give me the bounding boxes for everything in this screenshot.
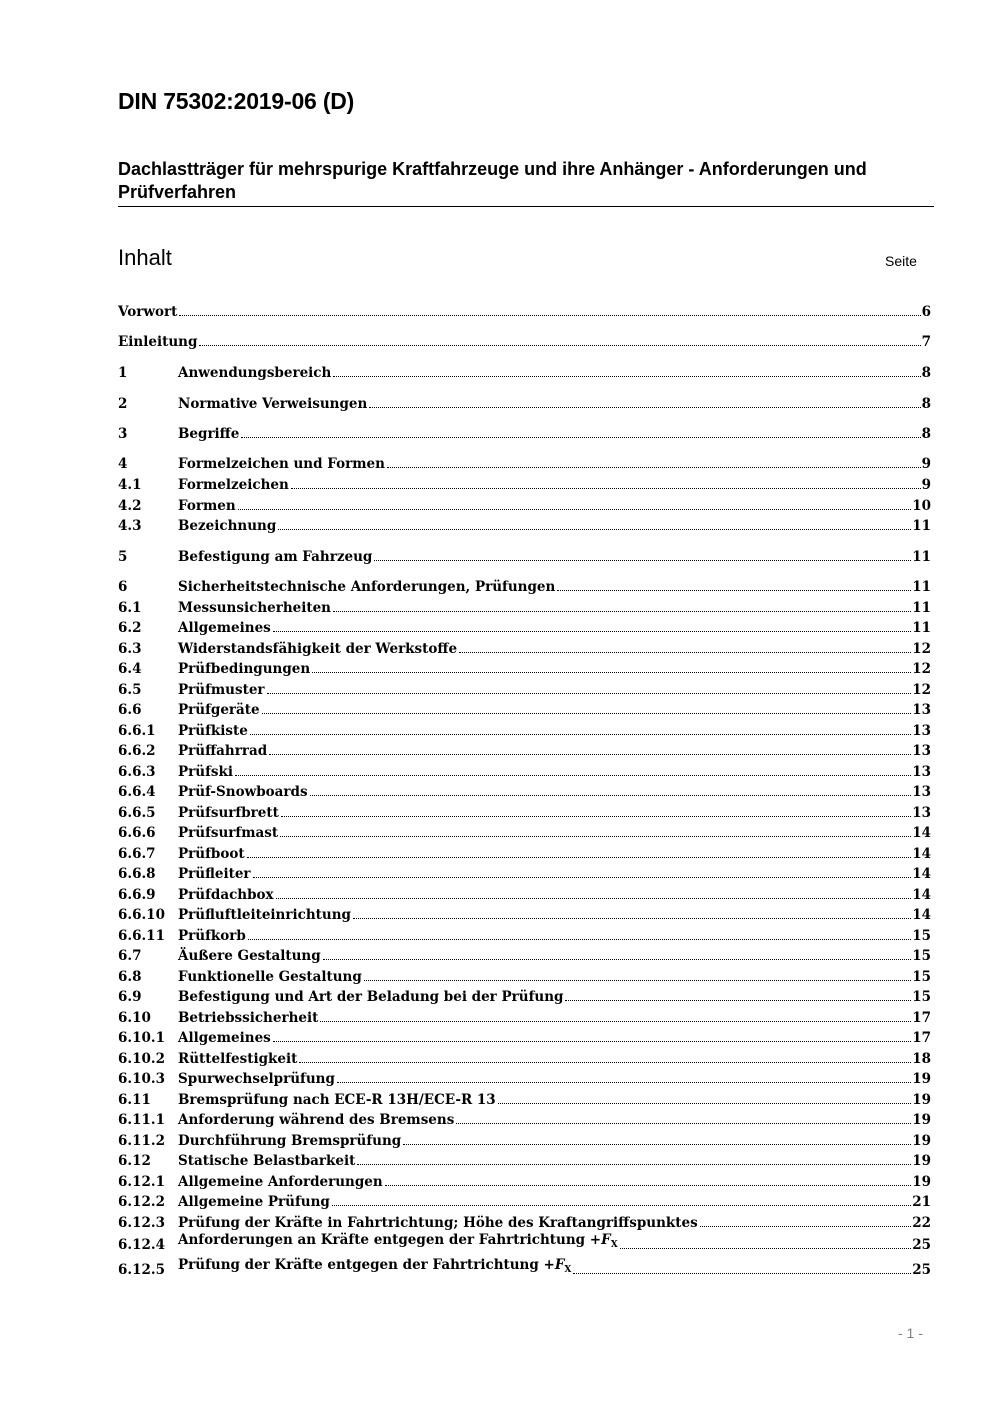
toc-entry[interactable] — [118, 1049, 931, 1067]
document-id: DIN 75302:2019-06 (D) — [118, 88, 355, 114]
toc-entry-number: 6.5 — [118, 682, 142, 698]
toc-entry[interactable] — [118, 1192, 931, 1210]
toc-dot-leader — [353, 918, 911, 919]
toc-entry-title-text: Befestigung und Art der Beladung bei der Prüfung — [178, 989, 564, 1005]
toc-entry-page: 13 — [912, 764, 931, 780]
toc-entry-page: 13 — [912, 702, 931, 718]
toc-entry-number: 6.6.6 — [118, 825, 156, 841]
toc-entry-title — [178, 518, 276, 534]
toc-entry[interactable] — [118, 926, 931, 944]
toc-entry-page: 25 — [912, 1237, 931, 1253]
toc-dot-leader — [333, 611, 911, 612]
toc-entry[interactable] — [118, 577, 931, 595]
toc-entry[interactable] — [118, 1090, 931, 1108]
toc-entry-title — [118, 304, 177, 320]
toc-entry-title-text: Begriffe — [178, 426, 240, 442]
toc-entry[interactable] — [118, 496, 931, 514]
toc-entry-number: 6.6.1 — [118, 723, 156, 739]
toc-entry[interactable] — [118, 1008, 931, 1026]
toc-entry[interactable] — [118, 844, 931, 862]
toc-dot-leader — [276, 898, 912, 899]
toc-dot-leader — [273, 1041, 911, 1042]
toc-dot-leader — [565, 1000, 911, 1001]
toc-entry-title — [178, 1257, 571, 1278]
toc-entry-number: 6.1 — [118, 600, 142, 616]
title-divider — [118, 206, 934, 207]
toc-entry-number: 6.11 — [118, 1092, 151, 1108]
toc-page-label: Seite — [885, 253, 917, 269]
toc-entry-number: 6 — [118, 579, 128, 595]
toc-dot-leader — [700, 1226, 912, 1227]
toc-entry-number: 6.10.2 — [118, 1051, 165, 1067]
toc-entry-title-text: Durchführung Bremsprüfung — [178, 1133, 402, 1149]
toc-entry-title — [178, 743, 267, 759]
toc-entry-number: 6.6.9 — [118, 887, 156, 903]
toc-entry-page: 15 — [912, 928, 931, 944]
toc-entry-title — [178, 682, 265, 698]
toc-dot-leader — [323, 959, 912, 960]
toc-entry-number: 6.10.3 — [118, 1071, 165, 1087]
toc-entry[interactable] — [118, 823, 931, 841]
toc-entry-title-text: Prüfboot — [178, 846, 245, 862]
toc-entry-title-text: Befestigung am Fahrzeug — [178, 549, 373, 565]
toc-dot-leader — [320, 1021, 911, 1022]
toc-entry[interactable] — [118, 547, 931, 565]
toc-entry-page: 19 — [912, 1071, 931, 1087]
toc-entry[interactable] — [118, 1151, 931, 1169]
toc-entry[interactable] — [118, 885, 931, 903]
toc-entry[interactable] — [118, 803, 931, 821]
toc-dot-leader — [357, 1164, 911, 1165]
toc-entry-number: 6.6.3 — [118, 764, 156, 780]
toc-entry[interactable] — [118, 618, 931, 636]
toc-entry-title-text: Formelzeichen und Formen — [178, 456, 385, 472]
toc-entry-number: 6.6.4 — [118, 784, 156, 800]
toc-entry-number: 6.6.2 — [118, 743, 156, 759]
toc-entry-title — [178, 989, 563, 1005]
toc-entry-title-text: Anforderungen an Kräfte entgegen der Fahrtrichtung + — [178, 1232, 602, 1248]
toc-entry[interactable] — [118, 782, 931, 800]
toc-entry-number: 6.11.2 — [118, 1133, 165, 1149]
toc-entry-page: 11 — [912, 579, 931, 595]
toc-entry-page: 13 — [912, 723, 931, 739]
toc-dot-leader — [369, 407, 920, 408]
toc-entry-number: 6.8 — [118, 969, 142, 985]
toc-entry-number: 6.12 — [118, 1153, 151, 1169]
toc-entry-page: 17 — [912, 1030, 931, 1046]
toc-entry-page: 12 — [912, 641, 931, 657]
toc-entry-page: 13 — [912, 805, 931, 821]
toc-entry-title-text: Prüfkorb — [178, 928, 246, 944]
toc-dot-leader — [253, 877, 912, 878]
toc-dot-leader — [179, 315, 920, 316]
toc-dot-leader — [459, 652, 911, 653]
toc-entry-title-text: Prüfkiste — [178, 723, 248, 739]
toc-entry-title-text: Prüfsurfbrett — [178, 805, 279, 821]
toc-dot-leader — [620, 1248, 912, 1249]
toc-entry-title-text: Sicherheitstechnische Anforderungen, Prüfungen — [178, 579, 556, 595]
toc-entry-title-text: Prüfski — [178, 764, 233, 780]
toc-entry-title-text: Allgemeine Prüfung — [178, 1194, 330, 1210]
toc-entry-title — [178, 866, 251, 882]
toc-entry-number: 5 — [118, 549, 128, 565]
toc-entry-page: 9 — [921, 477, 931, 493]
toc-entry[interactable] — [118, 1172, 931, 1190]
toc-entry[interactable] — [118, 1110, 931, 1128]
toc-entry-title-text: Formen — [178, 498, 236, 514]
toc-entry-title-text: Prüfdachbox — [178, 887, 274, 903]
toc-entry-title-text: Prüfmuster — [178, 682, 265, 698]
toc-entry-title — [178, 620, 271, 636]
toc-entry-title — [178, 1232, 618, 1253]
toc-entry[interactable] — [118, 1257, 931, 1278]
toc-dot-leader — [557, 590, 911, 591]
toc-entry-title — [178, 948, 321, 964]
toc-entry-title-text: Prüfung der Kräfte entgegen der Fahrtrichtung + — [178, 1257, 555, 1273]
toc-entry[interactable] — [118, 762, 931, 780]
toc-entry-title — [178, 969, 362, 985]
toc-entry-title — [178, 928, 246, 944]
toc-entry[interactable] — [118, 700, 931, 718]
toc-entry-title — [178, 805, 279, 821]
toc-entry-title-text: Spurwechselprüfung — [178, 1071, 335, 1087]
toc-entry[interactable] — [118, 864, 931, 882]
toc-entry-page: 14 — [912, 846, 931, 862]
toc-dot-leader — [332, 1205, 911, 1206]
toc-entry-title — [178, 1133, 401, 1149]
toc-entry-title — [178, 498, 236, 514]
toc-entry-number: 6.3 — [118, 641, 142, 657]
toc-entry-number: 2 — [118, 396, 128, 412]
toc-entry[interactable] — [118, 967, 931, 985]
toc-entry[interactable] — [118, 454, 931, 472]
toc-entry[interactable] — [118, 659, 931, 677]
toc-entry-title — [178, 396, 367, 412]
toc-entry-title-text: Bremsprüfung nach ECE-R 13H/ECE-R 13 — [178, 1092, 496, 1108]
toc-entry-page: 19 — [912, 1092, 931, 1108]
toc-entry-number: 4.2 — [118, 498, 142, 514]
toc-entry-number: 6.12.4 — [118, 1237, 165, 1253]
toc-entry-title-text: Prüffahrrad — [178, 743, 268, 759]
toc-dot-leader — [310, 795, 912, 796]
toc-entry-title — [178, 1071, 335, 1087]
toc-entry-number: 6.6.5 — [118, 805, 156, 821]
formula-subscript: X — [610, 1240, 618, 1250]
toc-entry-title-text: Funktionelle Gestaltung — [178, 969, 362, 985]
toc-dot-leader — [273, 631, 911, 632]
toc-entry-title — [178, 456, 385, 472]
toc-entry[interactable] — [118, 332, 931, 350]
toc-entry-title-text: Betriebssicherheit — [178, 1010, 319, 1026]
toc-entry-title — [178, 579, 555, 595]
toc-entry[interactable] — [118, 1028, 931, 1046]
toc-entry-title — [178, 887, 274, 903]
toc-entry-title-text: Äußere Gestaltung — [178, 948, 321, 964]
toc-entry-title — [178, 784, 308, 800]
toc-entry-page: 15 — [912, 989, 931, 1005]
toc-entry-title — [178, 702, 260, 718]
toc-entry-title-text: Anwendungsbereich — [178, 365, 332, 381]
toc-dot-leader — [269, 754, 911, 755]
toc-entry-number: 6.12.5 — [118, 1262, 165, 1278]
toc-entry[interactable] — [118, 1232, 931, 1253]
toc-entry-number: 6.12.1 — [118, 1174, 165, 1190]
toc-entry-title — [178, 641, 457, 657]
toc-entry-title — [178, 764, 233, 780]
toc-entry[interactable] — [118, 1213, 931, 1231]
formula-symbol: F — [601, 1232, 611, 1248]
toc-entry-number: 4 — [118, 456, 128, 472]
toc-entry-page: 12 — [912, 682, 931, 698]
toc-entry-page: 14 — [912, 887, 931, 903]
toc-entry-page: 14 — [912, 866, 931, 882]
toc-entry-title — [178, 549, 372, 565]
toc-entry-title-text: Einleitung — [118, 334, 198, 350]
toc-dot-leader — [280, 836, 911, 837]
toc-dot-leader — [267, 693, 912, 694]
toc-entry-title-text: Allgemeine Anforderungen — [178, 1174, 383, 1190]
toc-entry-title-text: Allgemeines — [178, 620, 271, 636]
toc-entry-number: 6.10.1 — [118, 1030, 165, 1046]
toc-entry-number: 6.6.11 — [118, 928, 165, 944]
toc-dot-leader — [262, 713, 912, 714]
toc-entry-title-text: Normative Verweisungen — [178, 396, 368, 412]
toc-entry-title — [178, 1051, 297, 1067]
toc-entry[interactable] — [118, 424, 931, 442]
toc-dot-leader — [248, 939, 911, 940]
toc-entry[interactable] — [118, 516, 931, 534]
toc-entry-page: 17 — [912, 1010, 931, 1026]
toc-entry[interactable] — [118, 598, 931, 616]
toc-entry-page: 8 — [921, 365, 931, 381]
toc-dot-leader — [403, 1144, 911, 1145]
toc-dot-leader — [235, 775, 911, 776]
toc-entry-number: 6.10 — [118, 1010, 151, 1026]
toc-entry-title — [178, 825, 278, 841]
toc-entry-title — [178, 1215, 698, 1231]
toc-entry-title-text: Vorwort — [118, 304, 178, 320]
toc-entry[interactable] — [118, 475, 931, 493]
toc-entry-title-text: Anforderung während des Bremsens — [178, 1112, 455, 1128]
toc-entry-title — [178, 723, 248, 739]
toc-dot-leader — [364, 980, 911, 981]
formula-subscript: X — [564, 1265, 572, 1275]
toc-entry-title — [178, 600, 331, 616]
toc-entry-title — [178, 1153, 355, 1169]
toc-heading: Inhalt — [118, 245, 172, 270]
toc-entry-page: 19 — [912, 1133, 931, 1149]
toc-entry-title-text: Widerstandsfähigkeit der Werkstoffe — [178, 641, 458, 657]
toc-entry-page: 11 — [912, 549, 931, 565]
toc-entry-title — [178, 661, 310, 677]
toc-entry-title-text: Statische Belastbarkeit — [178, 1153, 356, 1169]
toc-entry[interactable] — [118, 946, 931, 964]
toc-entry-title — [178, 846, 245, 862]
toc-entry-title-text: Prüfgeräte — [178, 702, 260, 718]
toc-entry-page: 15 — [912, 948, 931, 964]
toc-entry-number: 6.7 — [118, 948, 142, 964]
toc-entry-title — [178, 1112, 454, 1128]
toc-entry-number: 1 — [118, 365, 128, 381]
toc-entry-number: 4.1 — [118, 477, 142, 493]
toc-entry-title-text: Prüfsurfmast — [178, 825, 279, 841]
toc-entry-title — [178, 1194, 330, 1210]
toc-entry-number: 4.3 — [118, 518, 142, 534]
toc-entry-number: 6.9 — [118, 989, 142, 1005]
toc-entry-title-text: Prüfleiter — [178, 866, 251, 882]
toc-entry-page: 11 — [912, 600, 931, 616]
toc-entry-title — [118, 334, 197, 350]
toc-entry-title — [178, 907, 351, 923]
toc-entry-page: 6 — [921, 304, 931, 320]
toc-entry-number: 6.2 — [118, 620, 142, 636]
toc-entry-page: 13 — [912, 784, 931, 800]
toc-entry-title-text: Prüfung der Kräfte in Fahrtrichtung; Höhe des Kraftangriffspunktes — [178, 1215, 698, 1231]
toc-dot-leader — [333, 376, 920, 377]
toc-entry[interactable] — [118, 639, 931, 657]
toc-dot-leader — [281, 816, 911, 817]
toc-dot-leader — [241, 437, 920, 438]
toc-entry-page: 19 — [912, 1174, 931, 1190]
toc-entry-title-text: Rüttelfestigkeit — [178, 1051, 298, 1067]
toc-entry[interactable] — [118, 302, 931, 320]
toc-dot-leader — [456, 1123, 911, 1124]
document-title: Dachlastträger für mehrspurige Kraftfahrzeuge und ihre Anhänger - Anforderungen und Prüfverfahren — [118, 159, 867, 202]
toc-entry-page: 14 — [912, 825, 931, 841]
toc-dot-leader — [299, 1062, 911, 1063]
toc-entry-page: 21 — [912, 1194, 931, 1210]
toc-entry[interactable] — [118, 987, 931, 1005]
toc-entry[interactable] — [118, 363, 931, 381]
toc-dot-leader — [385, 1185, 912, 1186]
toc-entry-number: 6.12.3 — [118, 1215, 165, 1231]
toc-dot-leader — [312, 672, 911, 673]
toc-entry[interactable] — [118, 394, 931, 412]
toc-entry-page: 18 — [912, 1051, 931, 1067]
toc-dot-leader — [573, 1273, 911, 1274]
toc-entry-page: 7 — [921, 334, 931, 350]
toc-entry-title-text: Prüf-Snowboards — [178, 784, 308, 800]
toc-entry-number: 3 — [118, 426, 128, 442]
toc-dot-leader — [238, 509, 912, 510]
toc-entry-title-text: Allgemeines — [178, 1030, 271, 1046]
toc-entry-title-text: Formelzeichen — [178, 477, 289, 493]
toc-dot-leader — [498, 1103, 912, 1104]
toc-dot-leader — [250, 734, 911, 735]
toc-entry-title — [178, 426, 239, 442]
toc-entry[interactable] — [118, 680, 931, 698]
toc-entry[interactable] — [118, 905, 931, 923]
toc-dot-leader — [199, 345, 920, 346]
toc-entry-number: 6.12.2 — [118, 1194, 165, 1210]
toc-dot-leader — [291, 488, 921, 489]
page-number: - 1 - — [898, 1325, 923, 1341]
toc-entry-number: 6.4 — [118, 661, 142, 677]
toc-entry-number: 6.6.7 — [118, 846, 156, 862]
toc-entry-page: 10 — [912, 498, 931, 514]
toc-dot-leader — [387, 467, 921, 468]
toc-entry[interactable] — [118, 1069, 931, 1087]
toc-entry-page: 12 — [912, 661, 931, 677]
toc-entry-page: 13 — [912, 743, 931, 759]
toc-dot-leader — [278, 529, 911, 530]
toc-entry[interactable] — [118, 1131, 931, 1149]
toc-entry-number: 6.6 — [118, 702, 142, 718]
toc-entry-number: 6.6.10 — [118, 907, 165, 923]
toc-entry-page: 9 — [921, 456, 931, 472]
toc-entry-page: 8 — [921, 426, 931, 442]
toc-entry-title — [178, 365, 331, 381]
toc-entry-number: 6.11.1 — [118, 1112, 165, 1128]
toc-entry[interactable] — [118, 721, 931, 739]
toc-entry-page: 19 — [912, 1112, 931, 1128]
toc-entry-page: 11 — [912, 620, 931, 636]
toc-entry-title-text: Prüfbedingungen — [178, 661, 311, 677]
toc-entry-title-text: Prüfluftleiteinrichtung — [178, 907, 351, 923]
toc-entry-title — [178, 477, 289, 493]
toc-entry-number: 6.6.8 — [118, 866, 156, 882]
toc-entry-title-text: Messunsicherheiten — [178, 600, 332, 616]
toc-dot-leader — [337, 1082, 911, 1083]
toc-entry-page: 11 — [912, 518, 931, 534]
toc-entry-page: 19 — [912, 1153, 931, 1169]
toc-entry-title — [178, 1010, 318, 1026]
toc-entry-title — [178, 1092, 496, 1108]
toc-entry-title-text: Bezeichnung — [178, 518, 277, 534]
toc-entry-page: 25 — [912, 1262, 931, 1278]
toc-entry[interactable] — [118, 741, 931, 759]
toc-entry-page: 14 — [912, 907, 931, 923]
toc-entry-page: 15 — [912, 969, 931, 985]
toc-dot-leader — [374, 560, 911, 561]
toc-entry-title — [178, 1174, 383, 1190]
toc-entry-page: 8 — [921, 396, 931, 412]
toc-entry-title — [178, 1030, 271, 1046]
formula-symbol: F — [554, 1257, 565, 1273]
toc-entry-page: 22 — [912, 1215, 931, 1231]
toc-dot-leader — [247, 857, 912, 858]
